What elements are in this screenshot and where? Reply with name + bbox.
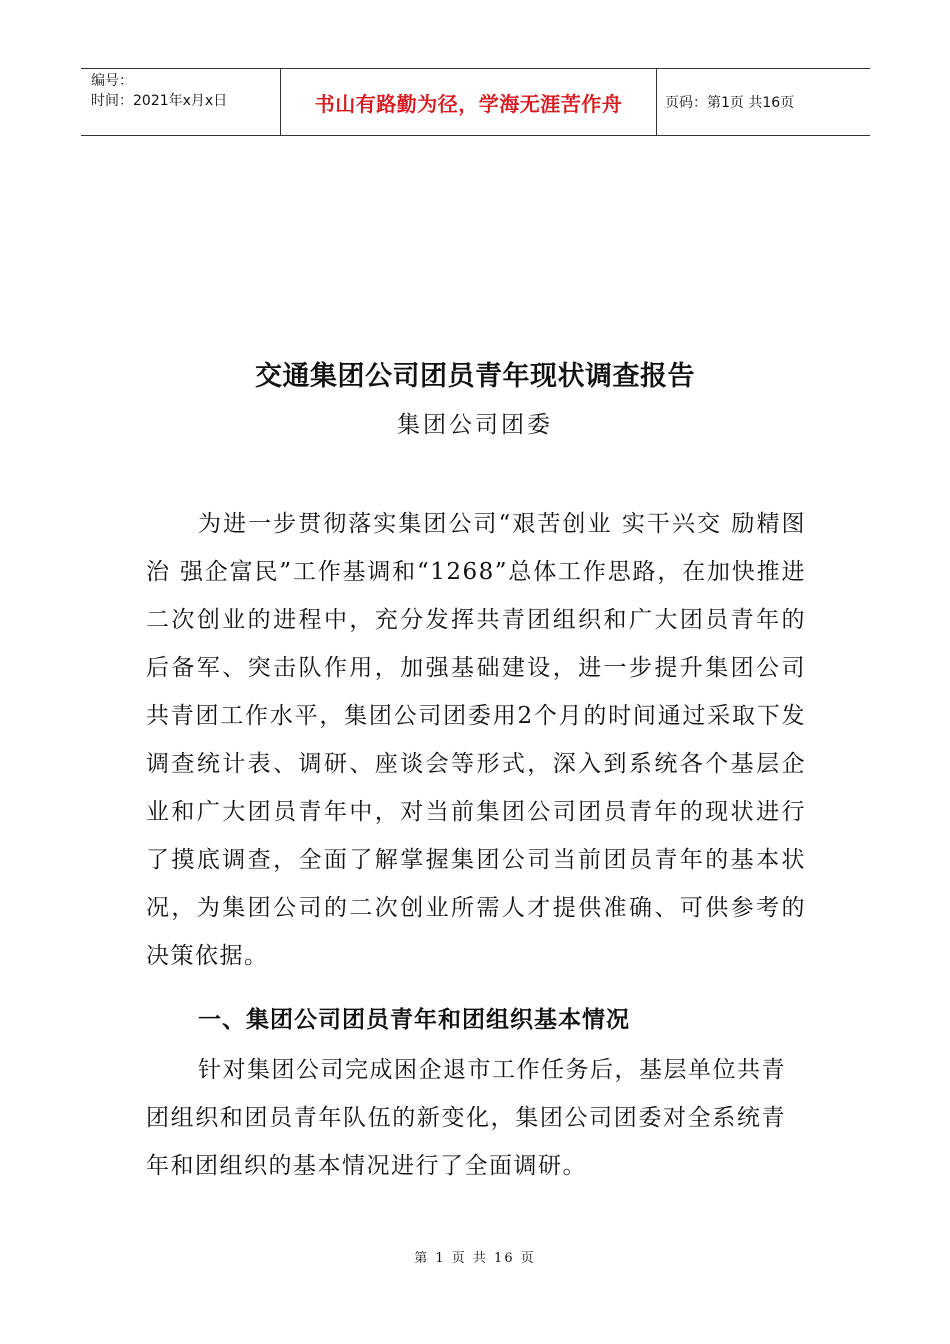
document-title: 交通集团公司团员青年现状调查报告 bbox=[255, 361, 695, 392]
header-meta bbox=[81, 69, 281, 135]
document-time: 时间：2021年x月x日 bbox=[91, 93, 228, 109]
body-paragraph-intro: 为进一步贯彻落实集团公司“艰苦创业 实干兴交 励精图治 强企富民”工作基调和“1268”总体工作思路，在加快推进二次创业的进程中，充分发挥共青团组织和广大团员青年的后备军、突击队作用，加强基础建设，进一步提升集团公司共青团工作水平，集团公司团委用2个月的时间通过采取下发调查统计表、调研、座谈会等形式，深入到系统各个基层企业和广大团员青年中，对当前集团公司团员青年的现状进行了摸底调查，全面了解掌握集团公司当前团员青年的基本状况，为集团公司的二次创业所需人才提供准确、可供参考的决策依据。 bbox=[146, 511, 806, 969]
page-header bbox=[81, 68, 870, 136]
header-page-info: 页码：第1页 共16页 bbox=[665, 95, 795, 111]
body-paragraph-section1: 针对集团公司完成困企退市工作任务后，基层单位共青团组织和团员青年队伍的新变化，集团公司团委对全系统青年和团组织的基本情况进行了全面调研。 bbox=[146, 1057, 786, 1179]
section-heading-1: 一、集团公司团员青年和团组织基本情况 bbox=[198, 1007, 630, 1033]
page-footer: 第 1 页 共 16 页 bbox=[414, 1251, 536, 1266]
document-number-label: 编号： bbox=[91, 73, 133, 89]
header-motto: 书山有路勤为径，学海无涯苦作舟 bbox=[281, 69, 657, 135]
document-subtitle: 集团公司团委 bbox=[397, 412, 553, 438]
